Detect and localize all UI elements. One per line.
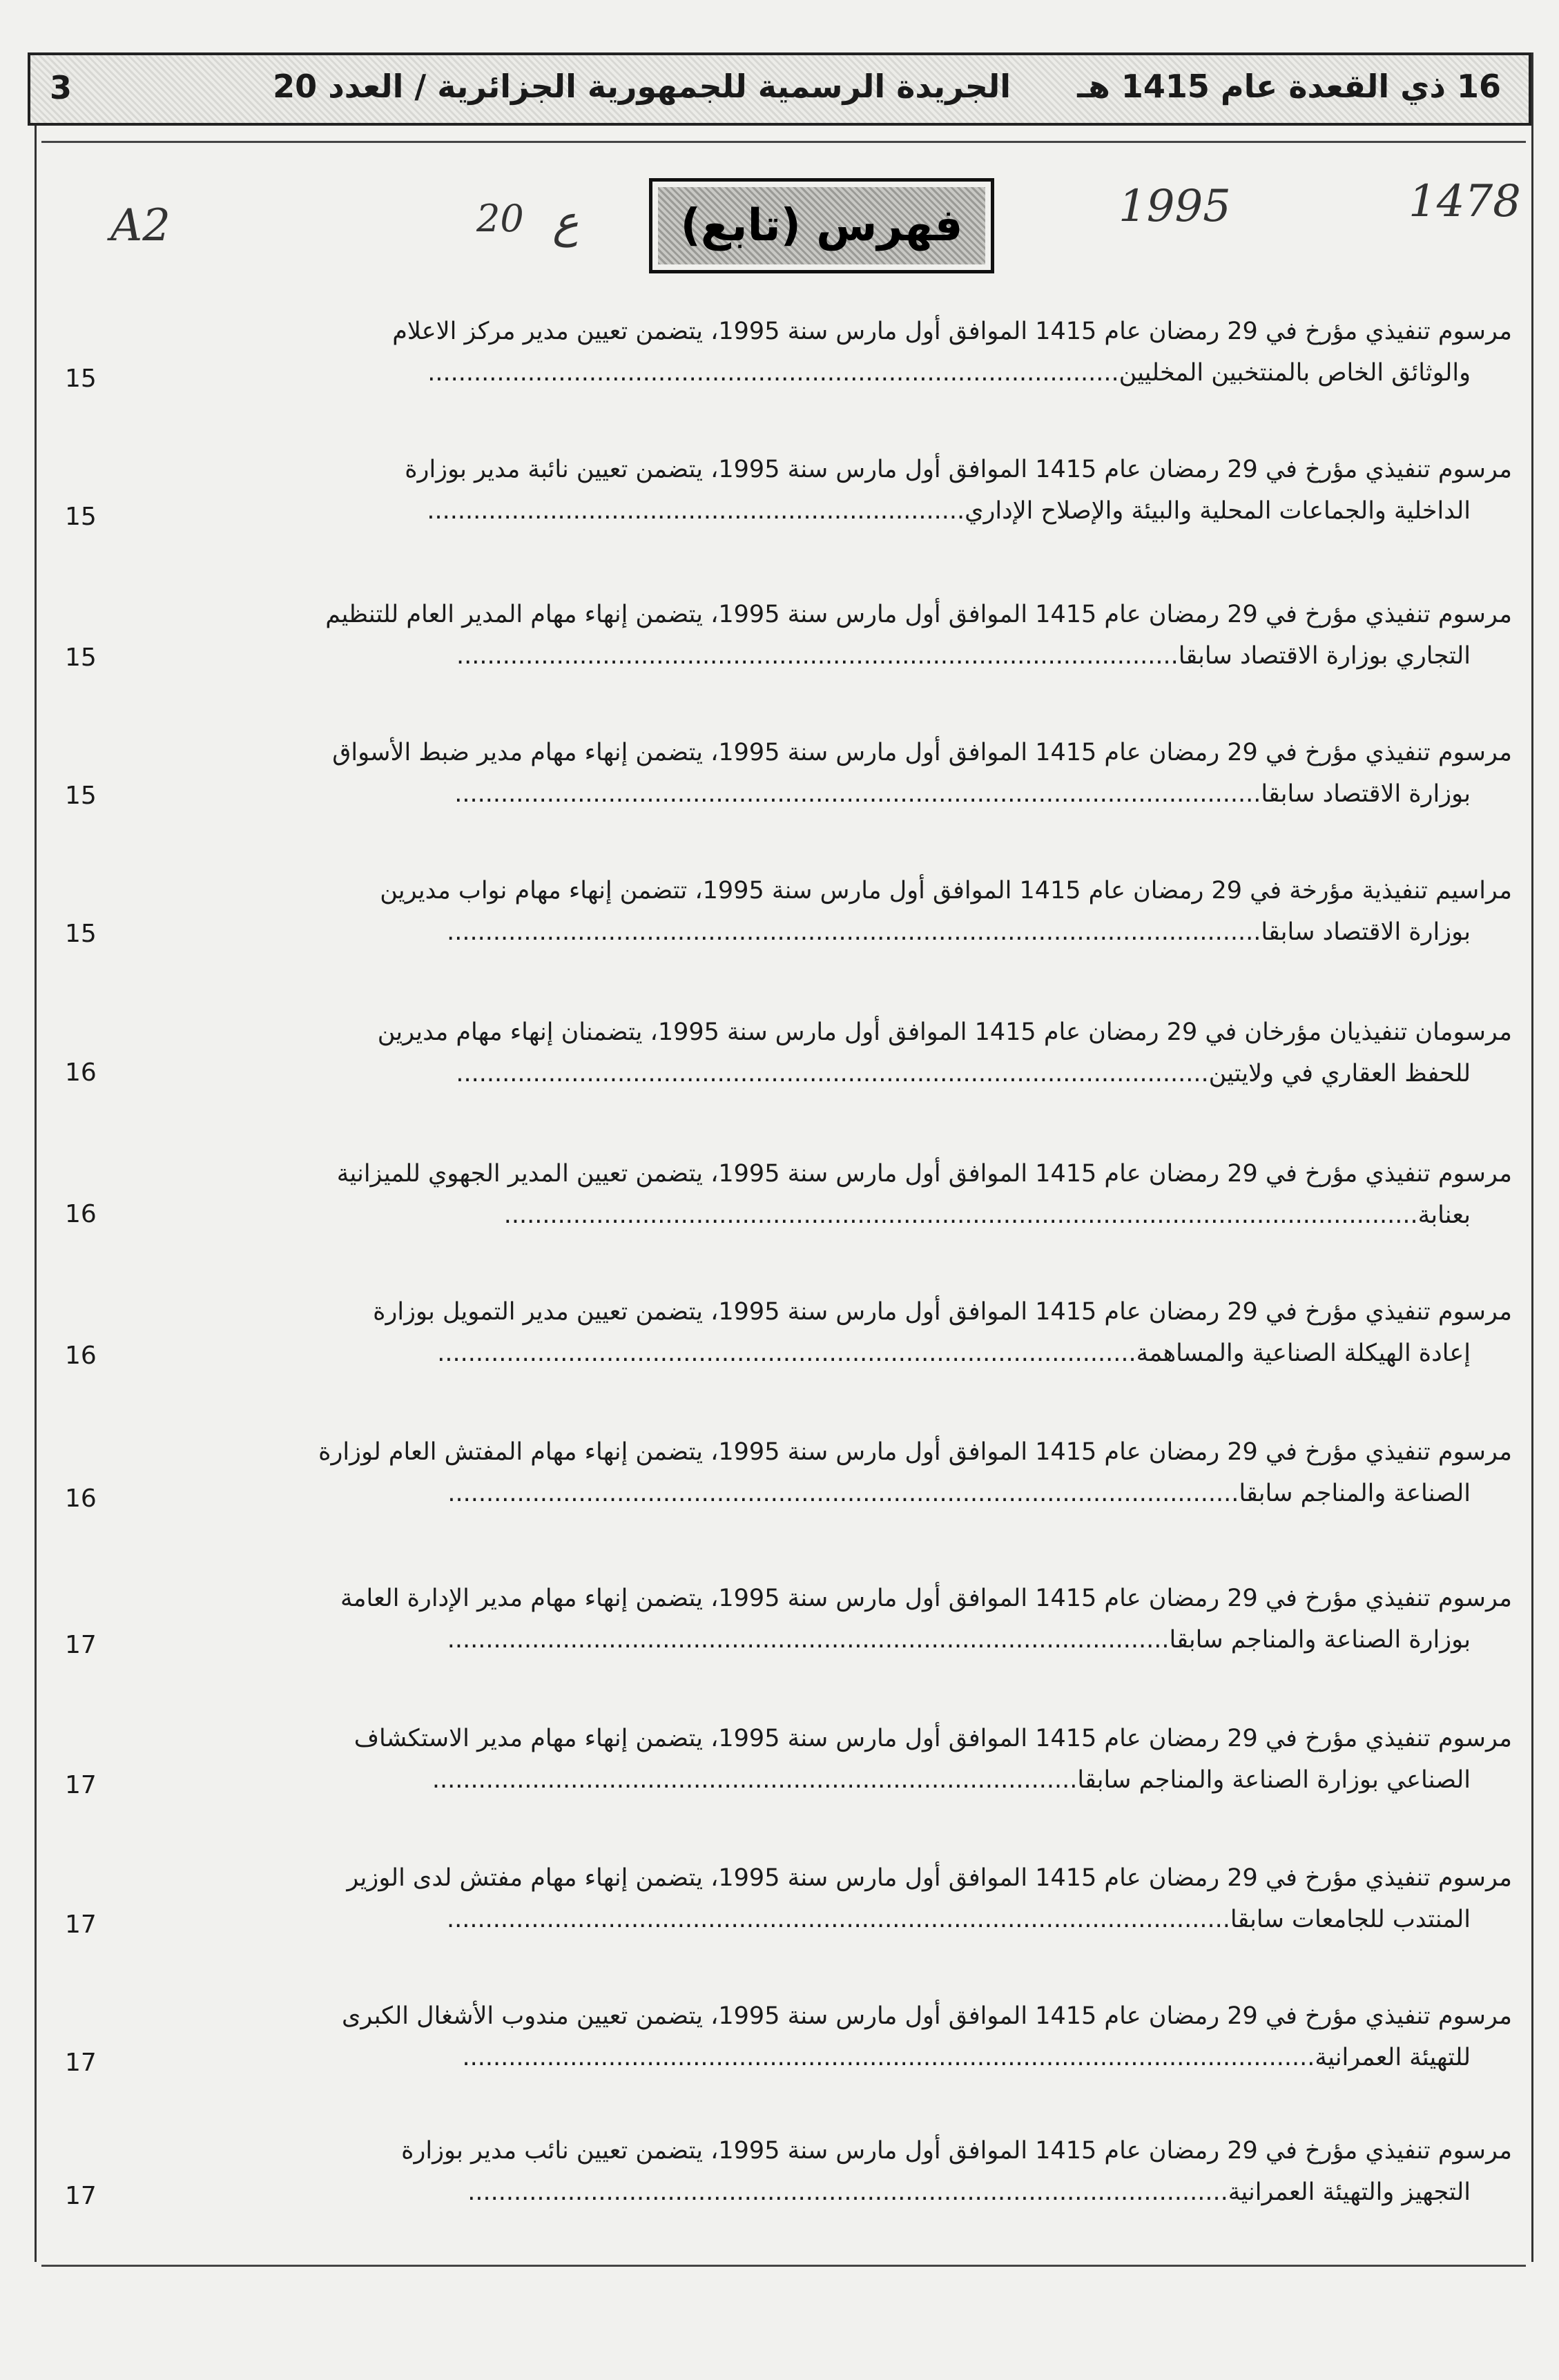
toc-title-box xyxy=(649,178,994,273)
toc-entry xyxy=(76,1857,1512,1940)
entry-page: 17 xyxy=(65,1910,97,1939)
entry-line-1: مرسوم تنفيذي مؤرخ في 29 رمضان عام 1415 الموافق أول مارس سنة 1995، يتضمن إنهاء مهام مدير الاستكشاف xyxy=(354,1725,1512,1752)
entry-line-2: والوثائق الخاص بالمنتخبين المخليين.......................................................................................... xyxy=(427,359,1471,387)
entry-line-1: مرسوم تنفيذي مؤرخ في 29 رمضان عام 1415 الموافق أول مارس سنة 1995، يتضمن إنهاء مهام مفتش لدى الوزير xyxy=(347,1864,1512,1892)
entry-line-2: التجهيز والتهيئة العمرانية................................................................................................... xyxy=(467,2178,1471,2206)
header-date: 16 ذي القعدة عام 1415 هـ xyxy=(1077,68,1501,105)
header-bar xyxy=(28,52,1531,126)
toc-entry xyxy=(76,449,1512,532)
entry-line-1: مرسوم تنفيذي مؤرخ في 29 رمضان عام 1415 الموافق أول مارس سنة 1995، يتضمن تعيين مندوب الأشغال الكبرى xyxy=(342,2002,1512,2030)
entry-page: 16 xyxy=(65,1058,97,1087)
toc-entry xyxy=(76,870,1512,953)
entry-line-2: بوزارة الصناعة والمناجم سابقا.............................................................................................. xyxy=(447,1626,1471,1654)
entry-line-2: بوزارة الاقتصاد سابقا.......................................................................................................... xyxy=(447,918,1471,946)
entry-page: 15 xyxy=(65,644,97,672)
toc-title: فهرس (تابع) xyxy=(658,187,985,264)
entry-line-1: مرسوم تنفيذي مؤرخ في 29 رمضان عام 1415 الموافق أول مارس سنة 1995، يتضمن إنهاء مهام مدير ضبط الأسواق xyxy=(332,739,1512,766)
page-number: 3 xyxy=(50,69,72,106)
entry-line-2: التجاري بوزارة الاقتصاد سابقا.............................................................................................. xyxy=(456,642,1471,670)
entry-page: 17 xyxy=(65,2049,97,2077)
entry-line-2: إعادة الهيكلة الصناعية والمساهمة........................................................................................... xyxy=(437,1339,1471,1367)
handwritten-left: A2 xyxy=(110,200,171,251)
entry-line-2: الصناعة والمناجم سابقا....................................................................................................... xyxy=(447,1480,1471,1507)
entry-page: 15 xyxy=(65,782,97,810)
entry-line-1: مرسوم تنفيذي مؤرخ في 29 رمضان عام 1415 الموافق أول مارس سنة 1995، يتضمن تعيين نائبة مدير بوزارة xyxy=(405,456,1512,483)
toc-entry xyxy=(76,594,1512,677)
handwritten-mid2: ع xyxy=(552,197,579,248)
toc-entry xyxy=(76,1578,1512,1661)
toc-entry xyxy=(76,1153,1512,1236)
entry-page: 17 xyxy=(65,2182,97,2210)
entry-line-1: مرسوم تنفيذي مؤرخ في 29 رمضان عام 1415 الموافق أول مارس سنة 1995، يتضمن تعيين المدير الجهوي للميزانية xyxy=(336,1160,1512,1188)
entry-page: 15 xyxy=(65,503,97,531)
entry-line-1: مراسيم تنفيذية مؤرخة في 29 رمضان عام 1415 الموافق أول مارس سنة 1995، تتضمن إنهاء مهام نواب مديرين xyxy=(380,877,1512,904)
toc-entry xyxy=(76,311,1512,394)
toc-entry xyxy=(76,1291,1512,1374)
entry-line-1: مرسومان تنفيذيان مؤرخان في 29 رمضان عام 1415 الموافق أول مارس سنة 1995، يتضمنان إنهاء مهام مديرين xyxy=(377,1018,1512,1046)
entry-page: 17 xyxy=(65,1771,97,1799)
entry-page: 16 xyxy=(65,1342,97,1370)
entry-page: 16 xyxy=(65,1484,97,1513)
entry-line-2: للتهيئة العمرانية............................................................................................................... xyxy=(462,2044,1471,2071)
entry-line-1: مرسوم تنفيذي مؤرخ في 29 رمضان عام 1415 الموافق أول مارس سنة 1995، يتضمن إنهاء مهام المفتش العام لوزارة xyxy=(318,1438,1512,1466)
entry-line-2: بعنابة....................................................................................................................... xyxy=(503,1201,1471,1229)
entry-page: 15 xyxy=(65,920,97,948)
handwritten-mid1: 20 xyxy=(476,197,524,240)
toc-entry xyxy=(76,1718,1512,1801)
entry-line-1: مرسوم تنفيذي مؤرخ في 29 رمضان عام 1415 الموافق أول مارس سنة 1995، يتضمن إنهاء مهام مدير الإدارة العامة xyxy=(340,1585,1512,1612)
toc-entry xyxy=(76,1995,1512,2078)
entry-page: 17 xyxy=(65,1631,97,1659)
entry-line-1: مرسوم تنفيذي مؤرخ في 29 رمضان عام 1415 الموافق أول مارس سنة 1995، يتضمن تعيين نائب مدير بوزارة xyxy=(401,2137,1512,2165)
header-rule xyxy=(41,141,1526,143)
entry-page: 15 xyxy=(65,365,97,393)
toc-entry xyxy=(76,1012,1512,1094)
bottom-rule xyxy=(41,2265,1526,2267)
entry-line-1: مرسوم تنفيذي مؤرخ في 29 رمضان عام 1415 الموافق أول مارس سنة 1995، يتضمن إنهاء مهام المدير العام للتنظيم xyxy=(325,601,1512,628)
entry-page: 16 xyxy=(65,1200,97,1228)
entry-line-1: مرسوم تنفيذي مؤرخ في 29 رمضان عام 1415 الموافق أول مارس سنة 1995، يتضمن تعيين مدير التمويل بوزارة xyxy=(373,1298,1512,1326)
handwritten-year: 1995 xyxy=(1119,181,1231,232)
toc-entry xyxy=(76,2130,1512,2213)
entry-line-2: بوزارة الاقتصاد سابقا......................................................................................................... xyxy=(454,780,1471,808)
entry-line-2: الداخلية والجماعات المحلية والبيئة والإصلاح الإداري...................................................................... xyxy=(427,497,1471,525)
entry-line-2: الصناعي بوزارة الصناعة والمناجم سابقا.................................................................................... xyxy=(432,1766,1471,1794)
toc-entry xyxy=(76,732,1512,815)
entry-line-2: المنتدب للجامعات سابقا...................................................................................................... xyxy=(447,1906,1471,1933)
header-title: الجريدة الرسمية للجمهورية الجزائرية / العدد 20 xyxy=(273,68,1011,105)
handwritten-right: 1478 xyxy=(1408,176,1521,227)
entry-line-2: للحفظ العقاري في ولايتين.................................................................................................. xyxy=(456,1060,1471,1087)
entry-line-1: مرسوم تنفيذي مؤرخ في 29 رمضان عام 1415 الموافق أول مارس سنة 1995، يتضمن تعيين مدير مركز الاعلام xyxy=(392,318,1512,345)
toc-entry xyxy=(76,1431,1512,1514)
